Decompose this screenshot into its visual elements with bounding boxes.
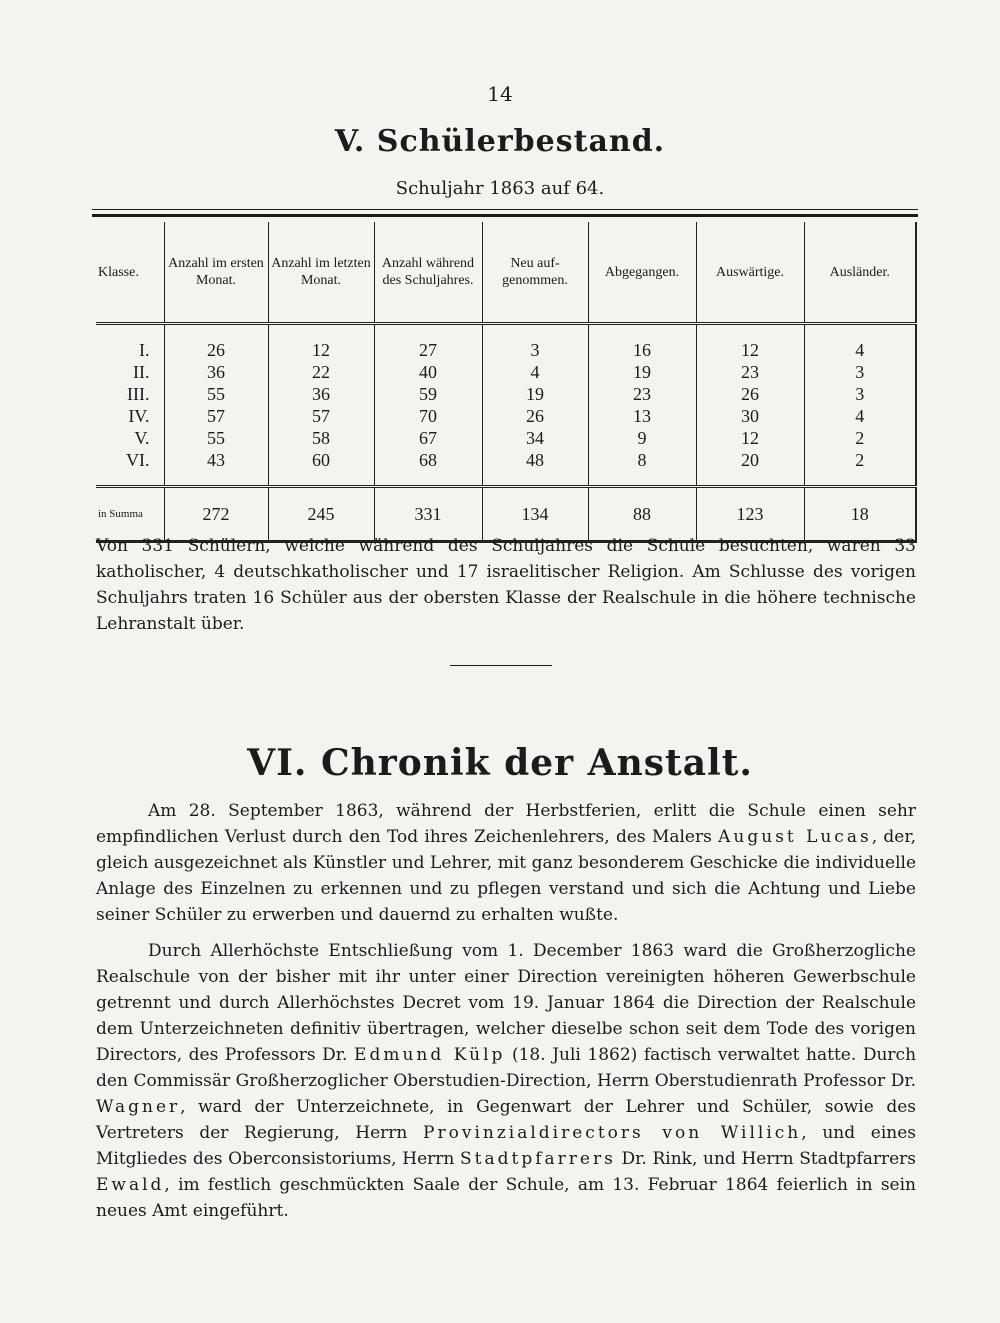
text-run: (18. Juli 1862) factisch verwaltet hatte. Durch den Commissär Großherzoglicher Oberstudien-Direction, Herrn Oberstudienrath Professor Dr.: [96, 1045, 917, 1091]
cell-klasse: I.: [96, 324, 164, 362]
cell: 60: [268, 449, 374, 487]
cell: 13: [588, 405, 696, 427]
sum-cell: 88: [588, 487, 696, 542]
cell: 12: [696, 427, 804, 449]
cell-klasse: II.: [96, 361, 164, 383]
chronicle-paragraph-1: [96, 798, 916, 928]
cell: 19: [588, 361, 696, 383]
section-vi-title: VI. Chronik der Anstalt.: [247, 742, 753, 784]
table-header-row: [96, 222, 916, 324]
cell: 36: [164, 361, 268, 383]
cell: 8: [588, 449, 696, 487]
cell: 48: [482, 449, 588, 487]
cell: 55: [164, 427, 268, 449]
chronicle-paragraph-2: [96, 938, 916, 1224]
cell: 26: [164, 324, 268, 362]
cell: 2: [804, 427, 916, 449]
enrollment-paragraph: Von 331 Schülern, welche während des Schuljahres die Schule besuchten, waren 33 katholischer, 4 deutschkatholischer und 17 israelitischer Religion. Am Schlusse des vorigen Schuljahrs traten 16 Schüler aus der obersten Klasse der Realschule in die höhere technische Lehranstalt über.: [96, 536, 916, 634]
cell: 3: [482, 324, 588, 362]
cell: 3: [804, 361, 916, 383]
cell: 34: [482, 427, 588, 449]
section-v-title: V. Schülerbestand.: [334, 124, 666, 159]
person-name: Ewald: [96, 1175, 165, 1195]
section-v-subtitle: Schuljahr 1863 auf 64.: [395, 178, 605, 199]
cell: 4: [804, 324, 916, 362]
cell: 59: [374, 383, 482, 405]
page-number: 14: [487, 82, 513, 106]
header-foreigners: Ausländer.: [804, 222, 916, 324]
cell: 26: [482, 405, 588, 427]
person-name: Edmund Külp: [354, 1045, 506, 1065]
text-run: , und eines Mitgliedes des Oberconsistoriums, Herrn: [96, 1123, 917, 1169]
header-last-month: Anzahl im letzten Monat.: [268, 222, 374, 324]
cell: 23: [696, 361, 804, 383]
cell-klasse: VI.: [96, 449, 164, 487]
cell: 3: [804, 383, 916, 405]
table-row: [96, 383, 916, 405]
cell: 9: [588, 427, 696, 449]
cell: 36: [268, 383, 374, 405]
text-run: , der, gleich ausgezeichnet als Künstler und Lehrer, mit ganz besonderem Geschicke die individuelle Anlage des Einzelnen zu erkennen und zu pflegen verstand und sich die Achtung und Liebe seiner Schüler zu erwerben und dauernd zu erhalten wußte.: [96, 827, 917, 925]
text-run: Am 28. September 1863, während der Herbstferien, erlitt die Schule einen sehr empfindlichen Verlust durch den Tod ihres Zeichenlehrers, des Malers: [96, 801, 916, 847]
cell: 30: [696, 405, 804, 427]
cell: 57: [268, 405, 374, 427]
header-non-local: Auswärtige.: [696, 222, 804, 324]
cell: 57: [164, 405, 268, 427]
cell: 19: [482, 383, 588, 405]
cell: 26: [696, 383, 804, 405]
cell: 4: [804, 405, 916, 427]
person-name: Wagner: [96, 1097, 181, 1117]
table-row: [96, 449, 916, 487]
cell-klasse: III.: [96, 383, 164, 405]
header-first-month: Anzahl im ersten Monat.: [164, 222, 268, 324]
cell: 2: [804, 449, 916, 487]
cell: 12: [696, 324, 804, 362]
cell: 16: [588, 324, 696, 362]
cell: 58: [268, 427, 374, 449]
person-name: Stadtpfarrers: [460, 1149, 616, 1169]
header-klasse: Klasse.: [96, 222, 164, 324]
person-name: August Lucas: [718, 827, 872, 847]
table-row: [96, 427, 916, 449]
sum-cell: 18: [804, 487, 916, 542]
sum-cell: 245: [268, 487, 374, 542]
text-run: Durch Allerhöchste Entschließung vom 1. December 1863 ward die Großherzogliche Realschule von der bisher mit ihr unter einer Direction vereinigten höheren Gewerbschule getrennt und durch Allerhöchstes Decret vom 19. Januar 1864 die Direction der Realschule dem Unterzeichneten definitiv übertragen, welcher dieselbe schon seit dem Tode des vorigen Directors, des Professors Dr.: [96, 941, 916, 1065]
cell-klasse: V.: [96, 427, 164, 449]
cell: 43: [164, 449, 268, 487]
table-row: [96, 324, 916, 362]
cell: 68: [374, 449, 482, 487]
sum-label: in Summa: [96, 487, 164, 542]
student-statistics-table: [96, 222, 917, 543]
cell: 12: [268, 324, 374, 362]
cell: 20: [696, 449, 804, 487]
cell: 67: [374, 427, 482, 449]
cell: 40: [374, 361, 482, 383]
section-divider: [450, 665, 552, 666]
header-during-year: Anzahl während des Schuljahres.: [374, 222, 482, 324]
text-run: Dr. Rink, und Herrn Stadtpfarrers: [621, 1149, 917, 1169]
table-top-rule-thick: [92, 214, 918, 217]
text-run: , im festlich geschmückten Saale der Schule, am 13. Februar 1864 feierlich in sein neues Amt eingeführt.: [96, 1175, 916, 1221]
cell: 4: [482, 361, 588, 383]
cell-klasse: IV.: [96, 405, 164, 427]
sum-cell: 272: [164, 487, 268, 542]
cell: 22: [268, 361, 374, 383]
sum-cell: 331: [374, 487, 482, 542]
sum-cell: 123: [696, 487, 804, 542]
cell: 70: [374, 405, 482, 427]
sum-cell: 134: [482, 487, 588, 542]
text-run: , ward der Unterzeichnete, in Gegenwart der Lehrer und Schüler, sowie des Vertreters der Regierung, Herrn: [96, 1097, 916, 1143]
cell: 55: [164, 383, 268, 405]
header-new-admitted: Neu auf-genommen.: [482, 222, 588, 324]
table-top-rule-thin: [92, 209, 918, 210]
cell: 23: [588, 383, 696, 405]
table-row: [96, 405, 916, 427]
person-name: Provinzialdirectors von Willich: [423, 1123, 802, 1143]
header-departed: Abgegangen.: [588, 222, 696, 324]
cell: 27: [374, 324, 482, 362]
table-row: [96, 361, 916, 383]
